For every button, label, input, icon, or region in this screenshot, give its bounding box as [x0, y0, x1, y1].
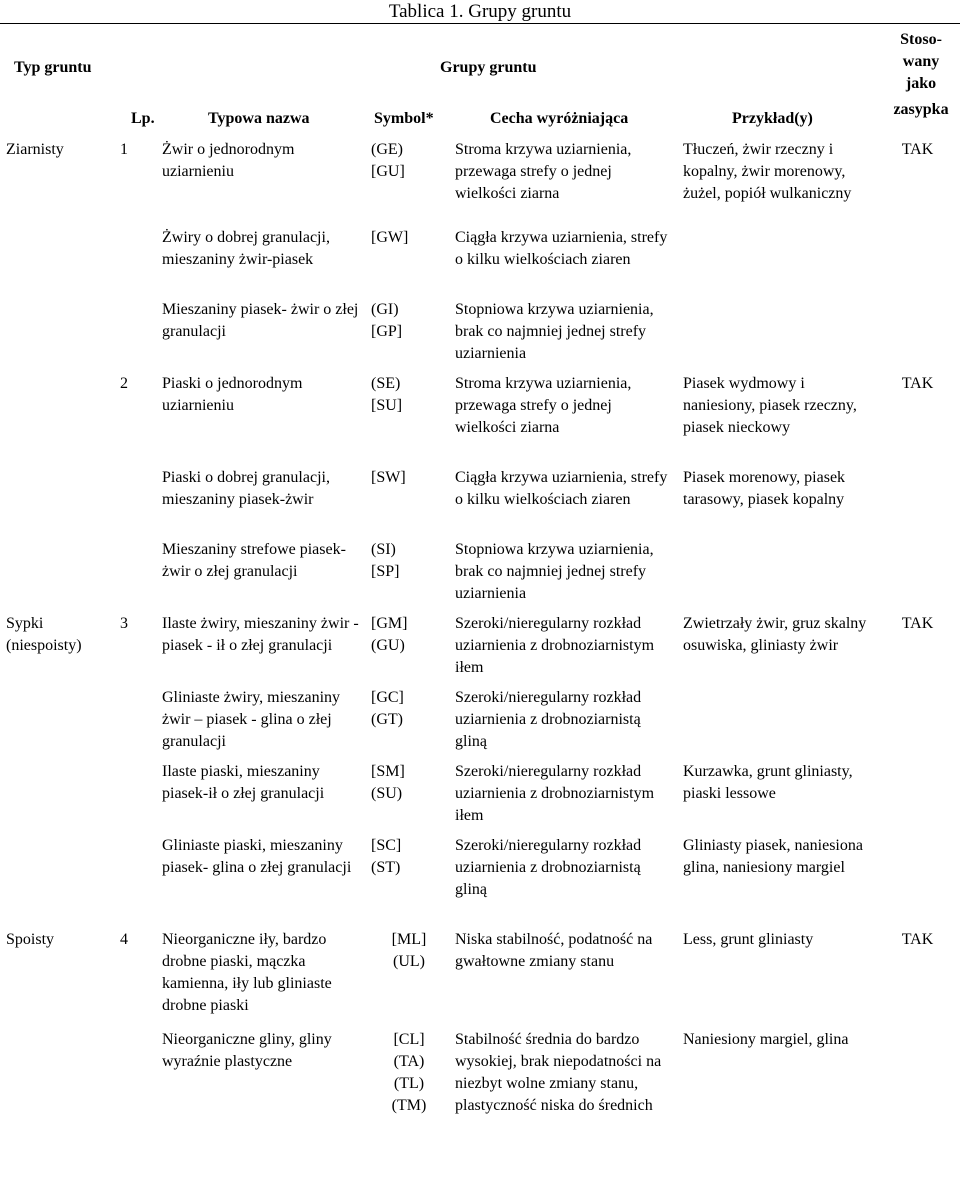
cell-cecha: Ciągła krzywa uziarnienia, strefy o kilku wielkościach ziaren [455, 229, 668, 268]
cell-przyklad [679, 687, 875, 761]
cell-zasypka: TAK [901, 375, 934, 392]
symbol-part: [CL] [393, 1031, 425, 1048]
cell-przyklad [679, 227, 875, 299]
table-row [0, 835, 960, 929]
cell-symbol [365, 373, 451, 467]
cell-typowa-nazwa: Piaski o dobrej granulacji, mieszaniny piasek-żwir [162, 469, 330, 508]
cell-typowa-nazwa: Gliniaste żwiry, mieszaniny żwir – piasek - glina o złej granulacji [162, 689, 341, 750]
cell-przyklad: Less, grunt gliniasty [683, 931, 814, 948]
cell-cecha: Szeroki/nieregularny rozkład uziarnienia z drobnoziarnistą gliną [455, 689, 642, 750]
symbol-part: [SC] [371, 837, 402, 854]
symbol-part: [GP] [371, 323, 403, 340]
symbol-part: (GU) [371, 637, 405, 654]
cell-lp: 4 [120, 931, 128, 948]
cell-lp [108, 467, 158, 539]
cell-zasypka [875, 227, 960, 299]
cell-symbol [365, 539, 451, 613]
cell-typowa-nazwa: Nieorganiczne gliny, gliny wyraźnie plastyczne [162, 1031, 332, 1070]
cell-lp [108, 539, 158, 613]
symbol-part: [ML] [391, 931, 427, 948]
symbol-part: [GU] [371, 163, 405, 180]
cell-przyklad: Gliniasty piasek, naniesiona glina, naniesiony margiel [683, 837, 863, 876]
cell-cecha: Niska stabilność, podatność na gwałtowne zmiany stanu [455, 931, 653, 970]
cell-typowa-nazwa: Mieszaniny strefowe piasek-żwir o złej granulacji [162, 541, 346, 580]
header-lp: Lp. [131, 110, 155, 127]
table-row [0, 929, 960, 1029]
cell-symbol [365, 687, 451, 761]
symbol-part: (GE) [371, 141, 403, 158]
table-caption: Tablica 1. Grupy gruntu [388, 1, 572, 22]
cell-zasypka [875, 761, 960, 835]
symbol-part: (TM) [391, 1097, 427, 1114]
header-typ-gruntu: Typ gruntu [14, 59, 92, 76]
symbol-part: (UL) [393, 953, 425, 970]
cell-zasypka: TAK [901, 615, 934, 632]
cell-symbol [365, 467, 451, 539]
cell-zasypka: TAK [901, 931, 934, 948]
table-header [0, 23, 960, 133]
cell-typ-gruntu: Spoisty [6, 931, 55, 948]
cell-typ-gruntu [0, 299, 108, 373]
table-row [0, 467, 960, 539]
header-grupy-gruntu: Grupy gruntu [440, 59, 537, 76]
cell-typowa-nazwa: Nieorganiczne iły, bardzo drobne piaski, mączka kamienna, iły lub gliniaste drobne piaski [162, 931, 332, 1014]
table-row [0, 613, 960, 687]
symbol-part: (SI) [371, 541, 396, 558]
symbol-part: (GI) [371, 301, 399, 318]
header-symbol: Symbol* [374, 110, 434, 127]
cell-typ-gruntu: Ziarnisty [6, 141, 64, 158]
cell-lp [108, 1029, 158, 1169]
cell-lp [108, 227, 158, 299]
cell-lp [108, 687, 158, 761]
symbol-part: [SW] [371, 469, 406, 486]
cell-symbol [365, 613, 451, 687]
cell-przyklad: Zwietrzały żwir, gruz skalny osuwiska, gliniasty żwir [683, 615, 867, 654]
table-row [0, 687, 960, 761]
cell-zasypka: TAK [901, 141, 934, 158]
table-row [0, 761, 960, 835]
table-row [0, 299, 960, 373]
cell-symbol [365, 929, 451, 1029]
cell-przyklad: Naniesiony margiel, glina [683, 1031, 849, 1048]
cell-przyklad: Piasek wydmowy i naniesiony, piasek rzeczny, piasek nieckowy [683, 375, 857, 436]
cell-cecha: Stopniowa krzywa uziarnienia, brak co najmniej jednej strefy uziarnienia [455, 541, 654, 602]
cell-typowa-nazwa: Żwiry o dobrej granulacji, mieszaniny żwir-piasek [162, 229, 330, 268]
cell-typ-gruntu: Sypki (niespoisty) [6, 615, 82, 654]
cell-symbol [365, 835, 451, 929]
cell-symbol [365, 299, 451, 373]
cell-typ-gruntu [0, 467, 108, 539]
symbol-part: (GT) [371, 711, 403, 728]
cell-typowa-nazwa: Ilaste żwiry, mieszaniny żwir - piasek - ił o złej granulacji [162, 615, 359, 654]
header-stosowany-line-1: Stoso- [900, 31, 942, 48]
cell-typowa-nazwa: Piaski o jednorodnym uziarnieniu [162, 375, 303, 414]
cell-cecha: Stopniowa krzywa uziarnienia, brak co najmniej jednej strefy uziarnienia [455, 301, 654, 362]
symbol-part: [GM] [371, 615, 408, 632]
cell-typ-gruntu [0, 687, 108, 761]
cell-przyklad: Kurzawka, grunt gliniasty, piaski lessowe [683, 763, 853, 802]
symbol-part: [GC] [371, 689, 404, 706]
cell-lp: 3 [120, 615, 128, 632]
cell-lp: 2 [120, 375, 128, 392]
cell-cecha: Stabilność średnia do bardzo wysokiej, brak niepodatności na niezbyt wolne zmiany stanu, plastyczność niska do średnich [455, 1031, 662, 1114]
header-stosowany-line-3: jako [905, 75, 937, 92]
cell-cecha: Szeroki/nieregularny rozkład uziarnienia z drobnoziarnistym iłem [455, 615, 655, 676]
cell-zasypka [875, 467, 960, 539]
soil-groups-table [0, 139, 960, 1169]
cell-symbol [365, 139, 451, 227]
cell-przyklad [679, 539, 875, 613]
cell-zasypka [875, 1029, 960, 1169]
cell-lp: 1 [120, 141, 128, 158]
cell-typ-gruntu [0, 835, 108, 929]
symbol-part: [GW] [371, 229, 409, 246]
cell-przyklad: Tłuczeń, żwir rzeczny i kopalny, żwir morenowy, żużel, popiół wulkaniczny [683, 141, 852, 202]
cell-symbol [365, 227, 451, 299]
cell-zasypka [875, 539, 960, 613]
cell-przyklad [679, 299, 875, 373]
cell-typ-gruntu [0, 761, 108, 835]
cell-zasypka [875, 687, 960, 761]
cell-zasypka [875, 299, 960, 373]
table-row [0, 227, 960, 299]
symbol-part: [SU] [371, 397, 403, 414]
cell-typowa-nazwa: Gliniaste piaski, mieszaniny piasek- glina o złej granulacji [162, 837, 352, 876]
table-row [0, 139, 960, 227]
header-stosowany-jako-zasypka [886, 29, 956, 121]
cell-typowa-nazwa: Żwir o jednorodnym uziarnieniu [162, 141, 295, 180]
cell-cecha: Stroma krzywa uziarnienia, przewaga strefy o jednej wielkości ziarna [455, 375, 632, 436]
header-przyklad: Przykład(y) [732, 110, 813, 127]
header-stosowany-line-4: zasypka [893, 101, 949, 118]
table-row [0, 539, 960, 613]
cell-symbol [365, 1029, 451, 1169]
symbol-part: (TL) [393, 1075, 425, 1092]
header-typowa-nazwa: Typowa nazwa [208, 110, 310, 127]
header-cecha: Cecha wyróżniająca [490, 110, 629, 127]
cell-typowa-nazwa: Mieszaniny piasek- żwir o złej granulacji [162, 301, 359, 340]
symbol-part: (SE) [371, 375, 401, 392]
header-stosowany-line-2: wany [902, 53, 940, 70]
table-row [0, 1029, 960, 1169]
cell-lp [108, 299, 158, 373]
cell-typ-gruntu [0, 1029, 108, 1169]
cell-lp [108, 761, 158, 835]
cell-przyklad: Piasek morenowy, piasek tarasowy, piasek kopalny [683, 469, 846, 508]
symbol-part: (TA) [393, 1053, 425, 1070]
cell-zasypka [875, 835, 960, 929]
cell-cecha: Szeroki/nieregularny rozkład uziarnienia z drobnoziarnistym iłem [455, 763, 655, 824]
symbol-part: (ST) [371, 859, 401, 876]
symbol-part: [SP] [371, 563, 400, 580]
cell-typowa-nazwa: Ilaste piaski, mieszaniny piasek-ił o złej granulacji [162, 763, 325, 802]
symbol-part: [SM] [371, 763, 405, 780]
cell-lp [108, 835, 158, 929]
cell-cecha: Szeroki/nieregularny rozkład uziarnienia z drobnoziarnistą gliną [455, 837, 642, 898]
symbol-part: (SU) [371, 785, 403, 802]
cell-cecha: Ciągła krzywa uziarnienia, strefy o kilku wielkościach ziaren [455, 469, 668, 508]
table-row [0, 373, 960, 467]
cell-cecha: Stroma krzywa uziarnienia, przewaga strefy o jednej wielkości ziarna [455, 141, 632, 202]
cell-typ-gruntu [0, 227, 108, 299]
cell-typ-gruntu [0, 539, 108, 613]
cell-typ-gruntu [0, 373, 108, 467]
cell-symbol [365, 761, 451, 835]
